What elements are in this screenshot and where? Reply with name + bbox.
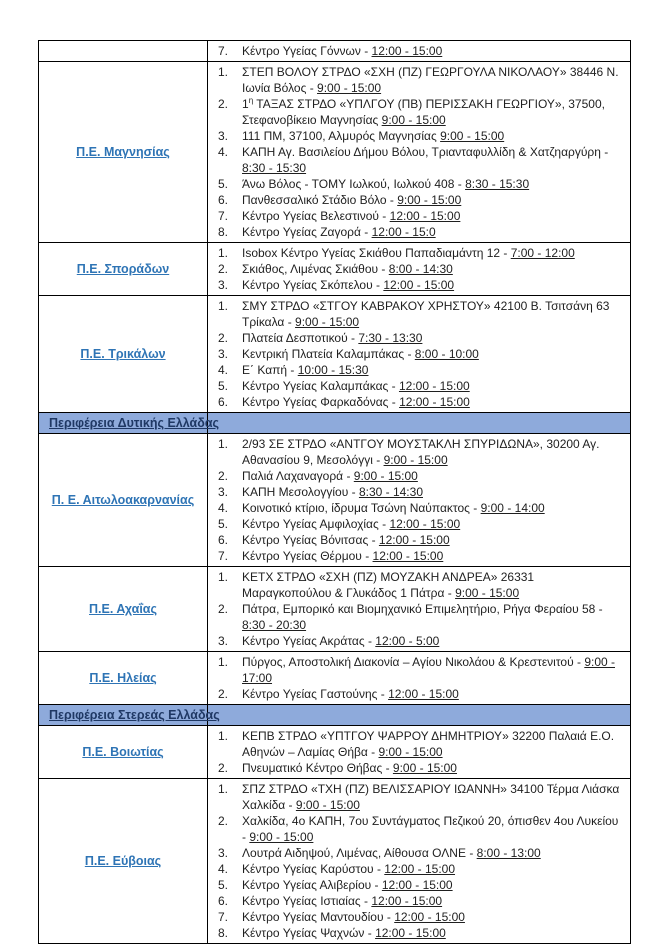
location-item	[218, 394, 622, 410]
location-item-text	[242, 633, 622, 649]
locations-cell	[208, 296, 631, 413]
hours-text: 8:30 - 20:30	[242, 618, 307, 632]
location-item	[218, 245, 622, 261]
location-name-text: Κέντρο Υγείας Φαρκαδόνας -	[242, 395, 400, 409]
location-item-text	[242, 346, 622, 362]
location-name-text: ΤΑΞΑΣ ΣΤΡΔΟ «ΥΠΛΓΟΥ (ΠΒ) ΠΕΡΙΣΣΑΚΗ ΓΕΩΡΓΙΟΥ», 37500, Στεφανοβίκειο Μαγνησίας	[242, 97, 605, 127]
region-link[interactable]: Π.Ε. Εύβοιας	[84, 854, 162, 868]
location-item-number: 5.	[218, 517, 229, 531]
location-name-text: 111 ΠΜ, 37100, Αλμυρός Μαγνησίας	[242, 129, 441, 143]
location-name-text: Κέντρο Υγείας Καρύστου -	[242, 862, 385, 876]
location-item-number: 4.	[218, 363, 229, 377]
location-item-text	[242, 781, 622, 813]
region-group-header-cell	[39, 705, 220, 726]
location-name-text: Ε΄ Καπή -	[242, 363, 298, 377]
location-item-text	[242, 500, 622, 516]
location-name-text: Κέντρο Υγείας Ιστιαίας -	[242, 894, 372, 908]
region-cell	[39, 243, 208, 296]
hours-text: 9:00 - 15:00	[455, 586, 520, 600]
location-item-number: 8.	[218, 225, 229, 239]
location-name-text: Isobox Κέντρο Υγείας Σκιάθου Παπαδιαμάντη 12 -	[242, 246, 511, 260]
location-item-text	[242, 378, 622, 394]
region-link[interactable]: Π.Ε. Σποράδων	[76, 262, 170, 276]
location-item	[218, 728, 622, 760]
location-item-number: 2.	[218, 687, 229, 701]
hours-text: 12:00 - 15:00	[375, 926, 446, 940]
hours-text: 12:00 - 15:00	[378, 533, 450, 547]
location-name-text: Κέντρο Υγείας Σκόπελου -	[242, 278, 384, 292]
location-item	[218, 224, 622, 240]
hours-text: 8:30 - 15:30	[242, 161, 307, 175]
hours-text: 8:00 - 14:30	[388, 262, 453, 276]
location-item-text	[242, 813, 622, 845]
location-item-number: 3.	[218, 846, 229, 860]
location-item-number: 1.	[218, 437, 229, 451]
location-item	[218, 925, 622, 941]
hours-text: 9:00 - 15:00	[383, 453, 448, 467]
location-item-text	[242, 277, 622, 293]
location-item	[218, 861, 622, 877]
location-name-text: ΣΜΥ ΣΤΡΔΟ «ΣΤΓΟΥ ΚΑΒΡΑΚΟΥ ΧΡΗΣΤΟΥ» 42100 Β. Τσιτσάνη 63 Τρίκαλα -	[242, 299, 610, 329]
locations-cell	[208, 41, 631, 62]
location-item-number: 2.	[218, 331, 229, 345]
location-item	[218, 43, 622, 59]
table-body	[39, 41, 631, 944]
location-item-number: 6.	[218, 193, 229, 207]
region-group-header-label: Περιφέρεια Δυτικής Ελλάδας	[49, 416, 220, 430]
location-item-number: 2.	[218, 814, 229, 828]
location-item-number: 5.	[218, 177, 229, 191]
location-item-text	[242, 128, 622, 144]
location-name-text: Κοινοτικό κτίριο, ίδρυμα Τσώνη Ναύπακτος -	[242, 501, 481, 515]
hours-text: 12:00 - 15:00	[388, 687, 459, 701]
location-item	[218, 686, 622, 702]
location-item-number: 1.	[218, 299, 229, 313]
region-cell	[39, 296, 208, 413]
location-item-text	[242, 261, 622, 277]
location-item	[218, 330, 622, 346]
location-item-text	[242, 208, 622, 224]
location-item	[218, 362, 622, 378]
location-item-number: 6.	[218, 894, 229, 908]
location-item-text	[242, 330, 622, 346]
location-name-text: Πλατεία Δεσποτικού -	[242, 331, 359, 345]
location-name-text: Πνευματικό Κέντρο Θήβας -	[242, 761, 393, 775]
location-item	[218, 298, 622, 330]
location-item-text	[242, 532, 622, 548]
location-item	[218, 378, 622, 394]
location-item-text	[242, 909, 622, 925]
location-item-number: 6.	[218, 395, 229, 409]
location-name-text: Άνω Βόλος - ΤΟΜΥ Ιωλκού, Ιωλκού 408 -	[242, 177, 466, 191]
location-item	[218, 277, 622, 293]
location-name-text: Πάτρα, Εμπορικό και Βιομηχανικό Επιμελητήριο, Ρήγα Φεραίου 58 -	[242, 602, 603, 616]
location-name-text: Κέντρο Υγείας Ζαγορά -	[242, 225, 372, 239]
location-item-text	[242, 176, 622, 192]
location-item-number: 4.	[218, 862, 229, 876]
location-name-text: 1	[242, 97, 249, 111]
location-item	[218, 64, 622, 96]
location-item-text	[242, 96, 622, 128]
region-link[interactable]: Π.Ε. Μαγνησίας	[76, 145, 170, 159]
hours-text: 8:00 - 13:00	[476, 846, 541, 860]
location-item	[218, 516, 622, 532]
hours-text: 7:30 - 13:30	[358, 331, 423, 345]
location-item-number: 1.	[218, 782, 229, 796]
location-item-text	[242, 861, 622, 877]
hours-text: 12:00 - 15:00	[399, 395, 470, 409]
hours-text: 9:00 - 15:00	[295, 315, 360, 329]
location-name-text: Χαλκίδα, 4ο ΚΑΠΗ, 7ου Συντάγματος Πεζικού 20, όπισθεν 4ου Λυκείου -	[242, 814, 619, 844]
location-item	[218, 346, 622, 362]
location-item-text	[242, 298, 622, 330]
location-name-text: Κέντρο Υγείας Αλιβερίου -	[242, 878, 382, 892]
hours-text: 12:00 - 15:00	[389, 517, 461, 531]
region-row	[39, 296, 631, 413]
region-link[interactable]: Π. Ε. Αιτωλοακαρνανίας	[51, 493, 195, 507]
location-item	[218, 781, 622, 813]
hours-text: 9:00 - 15:00	[295, 798, 360, 812]
hours-text: 9:00 - 15:00	[249, 830, 314, 844]
locations-cell	[208, 567, 631, 652]
location-item-number: 4.	[218, 501, 229, 515]
location-item-number: 1.	[218, 246, 229, 260]
location-item	[218, 176, 622, 192]
region-link[interactable]: Π.Ε. Βοιωτίας	[82, 745, 164, 759]
hours-text: 9:00 - 15:00	[392, 761, 457, 775]
location-item-number: 3.	[218, 129, 229, 143]
location-item	[218, 128, 622, 144]
location-item-text	[242, 686, 622, 702]
location-item-text	[242, 845, 622, 861]
location-item	[218, 96, 622, 128]
location-item	[218, 144, 622, 176]
region-link[interactable]: Π.Ε. Αχαΐας	[89, 602, 157, 616]
hours-text: 9:00 - 15:00	[397, 193, 462, 207]
location-item-text	[242, 728, 622, 760]
location-name-text: Κέντρο Υγείας Βόνιτσας -	[242, 533, 379, 547]
location-item-text	[242, 245, 622, 261]
hours-text: 12:00 - 15:00	[389, 209, 461, 223]
location-item-number: 3.	[218, 634, 229, 648]
location-name-text: ΣΤΕΠ ΒΟΛΟΥ ΣΤΡΔΟ «ΣΧΗ (ΠΖ) ΓΕΩΡΓΟΥΛΑ ΝΙΚΟΛΑΟΥ» 38446 Ν. Ιωνία Βόλος -	[242, 65, 619, 95]
location-item-number: 6.	[218, 533, 229, 547]
hours-text: 9:00 - 17:00	[242, 655, 615, 685]
location-item-number: 7.	[218, 549, 229, 563]
hours-text: 10:00 - 15:30	[297, 363, 369, 377]
location-name-text: Πύργος, Αποστολική Διακονία – Αγίου Νικολάου & Κρεστενιτού -	[242, 655, 585, 669]
location-name-text: Κέντρο Υγείας Γαστούνης -	[242, 687, 389, 701]
location-name-text: Κεντρική Πλατεία Καλαμπάκας -	[242, 347, 415, 361]
location-item-number: 8.	[218, 926, 229, 940]
location-item-text	[242, 436, 622, 468]
region-row	[39, 41, 631, 62]
location-item-text	[242, 362, 622, 378]
location-name-text: Κέντρο Υγείας Ακράτας -	[242, 634, 376, 648]
region-group-header-spacer	[208, 705, 631, 726]
locations-cell	[208, 62, 631, 243]
location-item-number: 1.	[218, 729, 229, 743]
location-item	[218, 654, 622, 686]
location-item	[218, 436, 622, 468]
hours-text: 12:00 - 15:00	[384, 862, 456, 876]
location-item-text	[242, 601, 622, 633]
location-name-text: Λουτρά Αιδηψού, Λιμένας, Αίθουσα ΟΛΝΕ -	[242, 846, 477, 860]
hours-text: 12:00 - 15:0	[371, 225, 436, 239]
location-item	[218, 633, 622, 649]
location-name-text: ΚΑΠΗ Αγ. Βασιλείου Δήμου Βόλου, Τριανταφυλλίδη & Χατζηαργύρη -	[242, 145, 609, 159]
location-item	[218, 208, 622, 224]
location-name-text: Σκιάθος, Λιμένας Σκιάθου -	[242, 262, 389, 276]
location-item-text	[242, 484, 622, 500]
region-cell	[39, 779, 208, 944]
hours-text: 9:00 - 14:00	[480, 501, 545, 515]
location-item-text	[242, 925, 622, 941]
locations-cell	[208, 652, 631, 705]
location-item-text	[242, 144, 622, 176]
location-name-text: Κέντρο Υγείας Θέρμου -	[242, 549, 373, 563]
location-item-number: 2.	[218, 469, 229, 483]
hours-text: 9:00 - 15:00	[378, 745, 443, 759]
location-item-text	[242, 654, 622, 686]
location-item-number: 5.	[218, 379, 229, 393]
region-group-header-spacer	[208, 413, 631, 434]
location-item-number: 5.	[218, 878, 229, 892]
hours-text: 12:00 - 15:00	[372, 549, 444, 563]
location-item	[218, 548, 622, 564]
location-name-text: ΣΠΖ ΣΤΡΔΟ «ΤΧΗ (ΠΖ) ΒΕΛΙΣΣΑΡΙΟΥ ΙΩΑΝΝΗ» 34100 Τέρμα Λιάσκα Χαλκίδα -	[242, 782, 620, 812]
location-item-text	[242, 43, 622, 59]
superscript-text: η	[248, 96, 254, 105]
location-item-text	[242, 468, 622, 484]
hours-text: 8:30 - 15:30	[465, 177, 530, 191]
location-item	[218, 877, 622, 893]
hours-text: 9:00 - 15:00	[353, 469, 418, 483]
region-group-header-row	[39, 413, 631, 434]
location-name-text: Κέντρο Υγείας Ψαχνών -	[242, 926, 376, 940]
region-row	[39, 652, 631, 705]
location-item-text	[242, 760, 622, 776]
location-item	[218, 569, 622, 601]
location-name-text: Παλιά Λαχαναγορά -	[242, 469, 354, 483]
hours-text: 12:00 - 15:00	[398, 379, 470, 393]
locations-cell	[208, 243, 631, 296]
location-item-number: 3.	[218, 485, 229, 499]
region-cell	[39, 41, 208, 62]
region-link[interactable]: Π.Ε. Ηλείας	[89, 671, 157, 685]
location-item	[218, 532, 622, 548]
location-name-text: Κέντρο Υγείας Καλαμπάκας -	[242, 379, 399, 393]
hours-text: 8:30 - 14:30	[358, 485, 423, 499]
location-item-number: 7.	[218, 910, 229, 924]
region-link[interactable]: Π.Ε. Τρικάλων	[80, 347, 166, 361]
region-row	[39, 779, 631, 944]
location-item-text	[242, 877, 622, 893]
location-name-text: ΚΕΠΒ ΣΤΡΔΟ «ΥΠΤΓΟΥ ΨΑΡΡΟΥ ΔΗΜΗΤΡΙΟΥ» 32200 Παλαιά Ε.Ο. Αθηνών – Λαμίας Θήβα -	[242, 729, 615, 759]
hours-text: 9:00 - 15:00	[440, 129, 505, 143]
region-row	[39, 62, 631, 243]
hours-text: 12:00 - 15:00	[371, 44, 443, 58]
location-item-number: 4.	[218, 145, 229, 159]
location-item-text	[242, 224, 622, 240]
location-item-text	[242, 548, 622, 564]
region-cell	[39, 652, 208, 705]
location-item-number: 1.	[218, 570, 229, 584]
location-item-text	[242, 516, 622, 532]
location-name-text: Κέντρο Υγείας Γόννων -	[242, 44, 372, 58]
location-item	[218, 484, 622, 500]
location-name-text: ΚΕΤΧ ΣΤΡΔΟ «ΣΧΗ (ΠΖ) ΜΟΥΖΑΚΗ ΑΝΔΡΕΑ» 26331 Μαραγκοπούλου & Γλυκάδος 1 Πάτρα -	[242, 570, 535, 600]
location-name-text: Κέντρο Υγείας Βελεστινού -	[242, 209, 390, 223]
hours-text: 7:00 - 12:00	[510, 246, 575, 260]
location-item	[218, 601, 622, 633]
location-item-text	[242, 64, 622, 96]
hours-text: 12:00 - 15:00	[383, 278, 455, 292]
hours-text: 12:00 - 15:00	[371, 894, 443, 908]
location-name-text: ΚΑΠΗ Μεσολογγίου -	[242, 485, 359, 499]
location-item-number: 3.	[218, 347, 229, 361]
region-cell	[39, 567, 208, 652]
region-row	[39, 434, 631, 567]
location-item-number: 2.	[218, 97, 229, 111]
location-item-number: 2.	[218, 602, 229, 616]
location-name-text: Πανθεσσαλικό Στάδιο Βόλο -	[242, 193, 398, 207]
locations-cell	[208, 726, 631, 779]
location-item-number: 7.	[218, 44, 229, 58]
location-item-number: 3.	[218, 278, 229, 292]
hours-text: 12:00 - 15:00	[381, 878, 453, 892]
location-item-number: 1.	[218, 65, 229, 79]
hours-text: 8:00 - 10:00	[414, 347, 479, 361]
location-item-text	[242, 893, 622, 909]
location-item	[218, 893, 622, 909]
location-item	[218, 813, 622, 845]
hours-text: 9:00 - 15:00	[317, 81, 382, 95]
hours-text: 9:00 - 15:00	[381, 113, 446, 127]
location-name-text: 2/93 ΣΕ ΣΤΡΔΟ «ΑΝΤΓΟΥ ΜΟΥΣΤΑΚΛΗ ΣΠΥΡΙΔΩΝΑ», 30200 Αγ. Αθανασίου 9, Μεσολόγγι -	[242, 437, 600, 467]
location-item	[218, 500, 622, 516]
region-group-header-label: Περιφέρεια Στερεάς Ελλάδας	[49, 708, 220, 722]
location-item-number: 1.	[218, 655, 229, 669]
location-item	[218, 845, 622, 861]
region-row	[39, 243, 631, 296]
location-name-text: Κέντρο Υγείας Μαντουδίου -	[242, 910, 395, 924]
location-item	[218, 192, 622, 208]
location-item-number: 2.	[218, 761, 229, 775]
location-name-text: Κέντρο Υγείας Αμφιλοχίας -	[242, 517, 390, 531]
region-row	[39, 726, 631, 779]
region-group-header-cell	[39, 413, 220, 434]
region-cell	[39, 434, 208, 567]
region-group-header-row	[39, 705, 631, 726]
location-item	[218, 909, 622, 925]
location-item-text	[242, 192, 622, 208]
hours-text: 12:00 - 15:00	[394, 910, 465, 924]
location-item	[218, 261, 622, 277]
locations-cell	[208, 779, 631, 944]
location-item	[218, 760, 622, 776]
hours-text: 12:00 - 5:00	[375, 634, 440, 648]
region-cell	[39, 726, 208, 779]
locations-cell	[208, 434, 631, 567]
location-item	[218, 468, 622, 484]
region-cell	[39, 62, 208, 243]
location-item-number: 7.	[218, 209, 229, 223]
location-item-text	[242, 569, 622, 601]
location-item-text	[242, 394, 622, 410]
region-row	[39, 567, 631, 652]
location-item-number: 2.	[218, 262, 229, 276]
health-centers-schedule-table	[38, 40, 631, 944]
